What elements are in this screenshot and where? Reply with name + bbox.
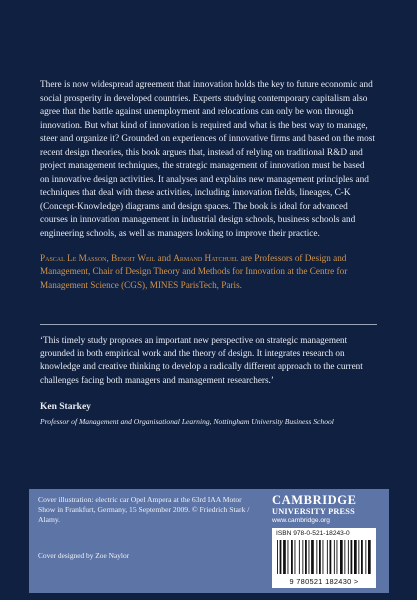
barcode-bars	[275, 540, 373, 576]
isbn-label: ISBN 978-0-521-18243-0	[276, 530, 350, 537]
section-divider	[40, 324, 377, 325]
publisher-subtitle: UNIVERSITY PRESS	[272, 507, 355, 516]
author-name-1: Pascal Le Masson	[40, 253, 107, 263]
endorser-name: Ken Starkey	[40, 402, 91, 412]
footer-band	[29, 489, 389, 593]
cover-illustration-credit: Cover illustration: electric car Opel Ampera at the 63rd IAA Motor Show in Frankfurt, Germany, 15 September 2009. © Friedrich Stark / Alamy.	[38, 495, 250, 525]
endorser-affiliation: Professor of Management and Organisational Learning, Nottingham University Business School	[40, 417, 334, 426]
author-separator-2: and	[155, 253, 174, 263]
book-blurb: There is now widespread agreement that innovation holds the key to future economic and social prosperity in developed countries. Experts studying contemporary capitalism also agree that the battle against unemployment and relocations can only be won through innovation. But what kind of innovation is required and what is the best way to manage, steer and organize it? Grounded on experiences of innovative firms and based on the most recent design theories, this book argues that, instead of relying on traditional R&D and project management techniques, the strategic management of innovation must be based on innovative design activities. It analyses and explains new management principles and techniques that deal with these activities, including innovation fields, lineages, C-K (Concept-Knowledge) diagrams and design spaces. The book is ideal for advanced courses in innovation management in industrial design schools, business schools and engineering schools, as well as managers looking to improve their practice.	[40, 80, 375, 239]
barcode-digits: 9 780521 182430 >	[289, 577, 359, 586]
publisher-url: www.cambridge.org	[272, 517, 330, 524]
author-bio	[40, 252, 385, 292]
author-name-2: Benoit Weil	[111, 253, 156, 263]
barcode	[272, 528, 376, 588]
endorsement-quote: ‘This timely study proposes an important new perspective on strategic management grounded in both empirical work and the theory of design. It integrates research on knowledge and creative thinking to develop a radically different approach to the current challenges facing both managers and management researchers.’	[40, 335, 363, 385]
author-bio-text: are Professors of Design and Management, Chair of Design Theory and Methods for Innovation at the Centre for Management Science (CGS), MINES ParisTech, Paris.	[40, 253, 348, 290]
author-separator-1: ,	[106, 253, 112, 263]
publisher-name: CAMBRIDGE	[272, 493, 357, 507]
cover-designer-credit: Cover designed by Zoe Naylor	[38, 551, 130, 560]
publisher-logo	[272, 494, 382, 524]
author-name-3: Armand Hatchuel	[173, 253, 239, 263]
